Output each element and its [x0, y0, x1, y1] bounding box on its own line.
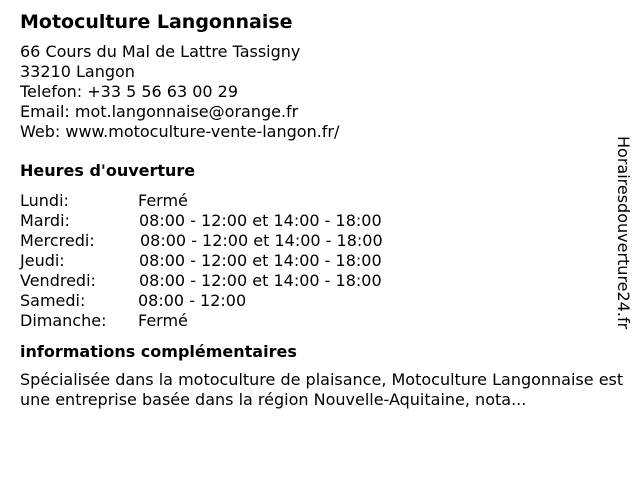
hours-row-vendredi: [20, 271, 630, 291]
email-line: Email: mot.langonnaise@orange.fr: [20, 102, 299, 121]
business-card: [20, 10, 630, 410]
time-value: 08:00 - 12:00: [138, 291, 247, 310]
hours-row-mardi: [20, 211, 630, 231]
phone-line: Telefon: +33 5 56 63 00 29: [20, 82, 239, 101]
hours-table: [20, 191, 630, 331]
hours-heading: Heures d'ouverture: [20, 161, 196, 180]
day-label: Lundi:: [20, 191, 69, 210]
day-label: Jeudi:: [20, 251, 65, 270]
hours-row-lundi: [20, 191, 630, 211]
address-line-2: 33210 Langon: [20, 62, 135, 81]
info-description: Spécialisée dans la motoculture de plaisance, Motoculture Langonnaise est une entreprise basée dans la région Nouvelle-Aquitaine, nota...: [20, 370, 624, 409]
day-label: Mardi:: [20, 211, 70, 230]
hours-row-dimanche: [20, 311, 630, 331]
business-name: Motoculture Langonnaise: [20, 11, 293, 33]
address-line-1: 66 Cours du Mal de Lattre Tassigny: [20, 42, 301, 61]
hours-row-mercredi: [20, 231, 630, 251]
site-watermark: Horairesdouverture24.fr: [614, 136, 633, 330]
time-value: Fermé: [138, 311, 188, 330]
time-value: 08:00 - 12:00 et 14:00 - 18:00: [140, 231, 383, 250]
time-value: 08:00 - 12:00 et 14:00 - 18:00: [139, 251, 382, 270]
time-value: 08:00 - 12:00 et 14:00 - 18:00: [139, 211, 382, 230]
day-label: Vendredi:: [20, 271, 96, 290]
hours-row-jeudi: [20, 251, 630, 271]
info-heading: informations complémentaires: [20, 342, 297, 361]
web-line: Web: www.motoculture-vente-langon.fr/: [20, 122, 340, 141]
hours-row-samedi: [20, 291, 630, 311]
day-label: Dimanche:: [20, 311, 107, 330]
day-label: Samedi:: [20, 291, 86, 310]
time-value: 08:00 - 12:00 et 14:00 - 18:00: [139, 271, 382, 290]
day-label: Mercredi:: [20, 231, 95, 250]
time-value: Fermé: [138, 191, 188, 210]
